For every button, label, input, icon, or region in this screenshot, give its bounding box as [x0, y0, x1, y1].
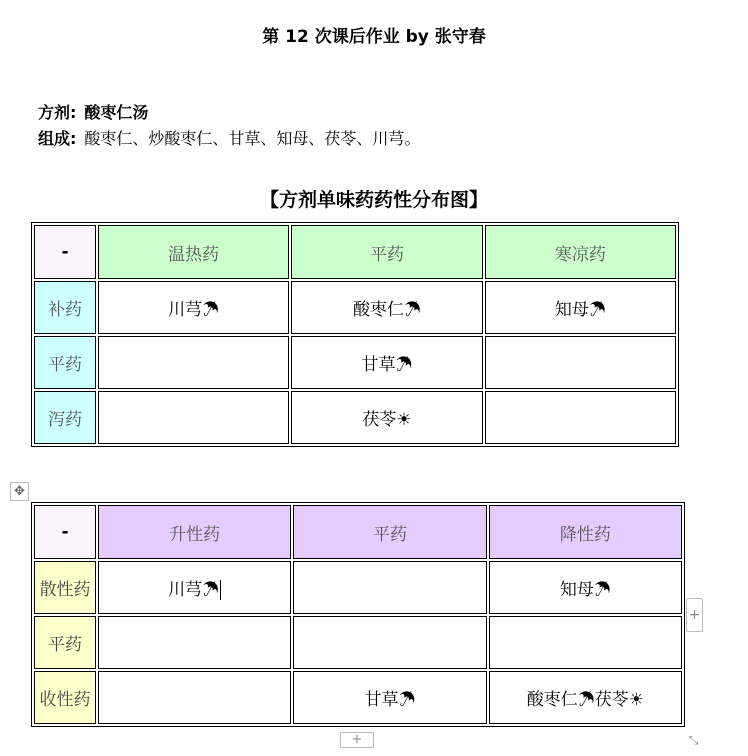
- table1-cell[interactable]: 茯苓☀: [291, 391, 482, 444]
- table2-cell[interactable]: 知母☂: [489, 561, 682, 614]
- table-move-handle-icon[interactable]: ✥: [10, 482, 29, 501]
- formula-label: 方剂:: [38, 103, 77, 122]
- table1-row-label-purge[interactable]: 泻药: [34, 391, 96, 444]
- formula-line: [38, 100, 148, 123]
- property-table-rise-fall: [31, 502, 685, 727]
- table2-header-rising[interactable]: 升性药: [98, 505, 291, 559]
- table1-header-warm[interactable]: 温热药: [98, 225, 289, 279]
- table2-row-label-neutral[interactable]: 平药: [34, 616, 96, 669]
- document-title: 第 12 次课后作业 by 张守春: [262, 27, 486, 47]
- composition-line: [38, 126, 420, 149]
- table2-row-label-astringing[interactable]: 收性药: [34, 671, 96, 724]
- table1-corner-cell[interactable]: -: [34, 225, 96, 279]
- table2-cell-active[interactable]: [98, 561, 291, 614]
- table1-row-label-tonify[interactable]: 补药: [34, 281, 96, 334]
- table1-header-neutral[interactable]: 平药: [291, 225, 482, 279]
- table2-cell[interactable]: [98, 671, 291, 724]
- table2-cell[interactable]: [293, 616, 486, 669]
- formula-name: 酸枣仁汤: [84, 103, 149, 122]
- property-table-warm-cold: [31, 222, 679, 447]
- table1-cell[interactable]: 甘草☂: [291, 336, 482, 389]
- table-resize-handle-icon[interactable]: ⤡: [688, 733, 699, 747]
- composition-label: 组成:: [38, 129, 77, 148]
- table2-cell[interactable]: 酸枣仁☂茯苓☀: [489, 671, 682, 724]
- table2-header-neutral[interactable]: 平药: [293, 505, 486, 559]
- table2-cell[interactable]: [98, 616, 291, 669]
- table1-cell[interactable]: 知母☂: [485, 281, 676, 334]
- table2-row-label-dispersing[interactable]: 散性药: [34, 561, 96, 614]
- table1-cell[interactable]: [98, 391, 289, 444]
- table2-corner-cell[interactable]: -: [34, 505, 96, 559]
- table1-cell[interactable]: 川芎☂: [98, 281, 289, 334]
- table1-row-label-neutral[interactable]: 平药: [34, 336, 96, 389]
- table2-cell-text: 川芎☂: [168, 579, 220, 600]
- composition-text: 酸枣仁、炒酸枣仁、甘草、知母、茯苓、川芎。: [84, 129, 421, 148]
- table2-cell[interactable]: [293, 561, 486, 614]
- table2-header-falling[interactable]: 降性药: [489, 505, 682, 559]
- table1-cell[interactable]: [485, 391, 676, 444]
- table1-cell[interactable]: [485, 336, 676, 389]
- table2-cell[interactable]: [489, 616, 682, 669]
- table1-cell[interactable]: [98, 336, 289, 389]
- table1-header-cold[interactable]: 寒凉药: [485, 225, 676, 279]
- table2-cell[interactable]: 甘草☂: [293, 671, 486, 724]
- text-cursor: [220, 580, 221, 600]
- table1-cell[interactable]: 酸枣仁☂: [291, 281, 482, 334]
- add-row-button[interactable]: +: [340, 732, 374, 748]
- section-title: 【方剂单味药药性分布图】: [259, 189, 488, 211]
- add-column-button[interactable]: +: [686, 598, 703, 632]
